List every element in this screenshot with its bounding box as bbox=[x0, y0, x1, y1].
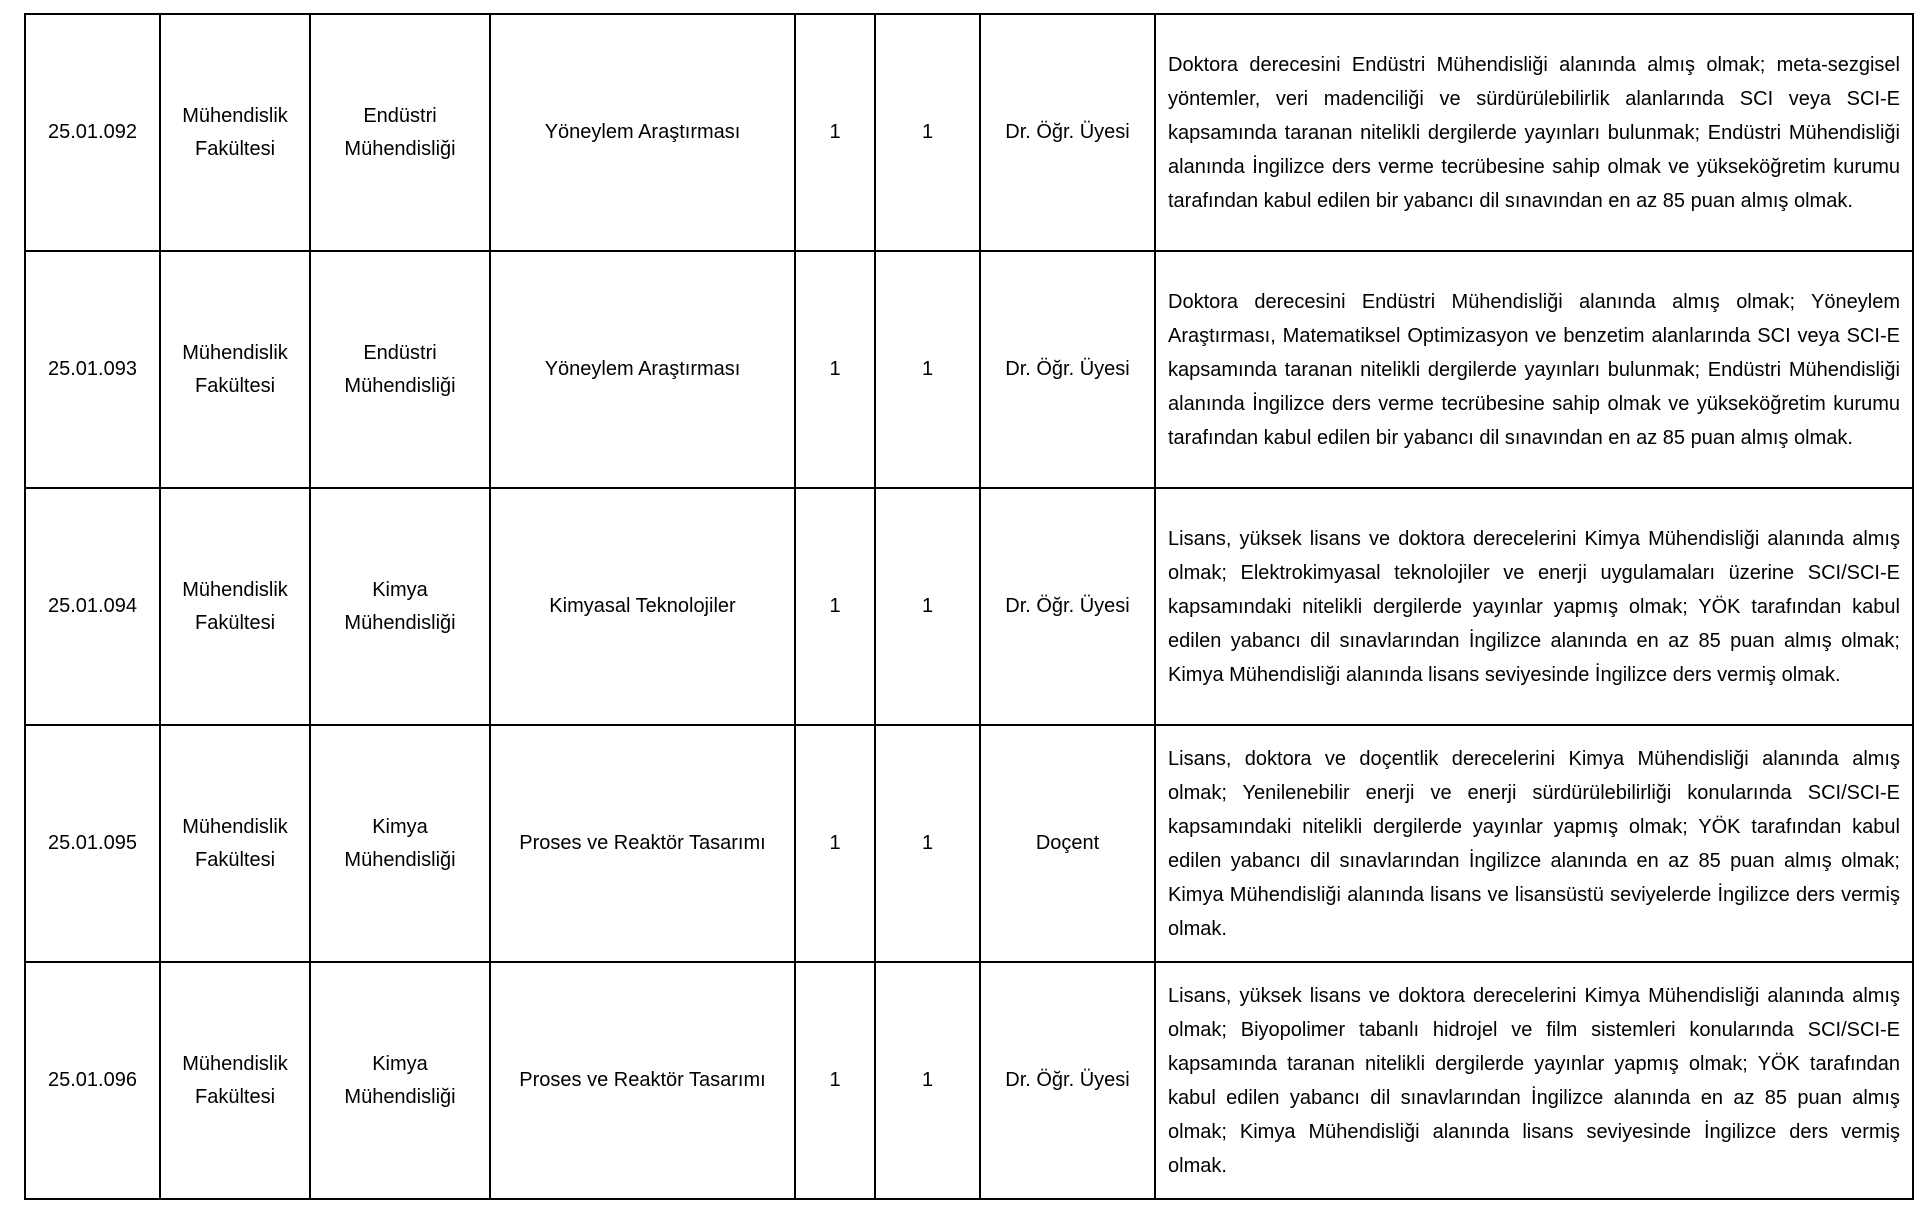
table-row bbox=[25, 962, 1913, 1199]
cell-academic-title bbox=[980, 251, 1155, 488]
cell-field bbox=[490, 488, 795, 725]
cell-count-b bbox=[875, 488, 980, 725]
position-code: 25.01.093 bbox=[48, 358, 137, 380]
count-a-value: 1 bbox=[829, 358, 841, 380]
table-row bbox=[25, 725, 1913, 962]
academic-title: Dr. Öğr. Üyesi bbox=[1005, 121, 1130, 143]
academic-title: Dr. Öğr. Üyesi bbox=[1005, 595, 1130, 617]
faculty-name: Mühendislik Fakültesi bbox=[182, 578, 288, 634]
cell-count-a bbox=[795, 962, 875, 1199]
cell-faculty bbox=[160, 488, 310, 725]
academic-title: Dr. Öğr. Üyesi bbox=[1005, 1069, 1130, 1091]
cell-department bbox=[310, 725, 490, 962]
cell-position-code bbox=[25, 251, 160, 488]
cell-count-a bbox=[795, 251, 875, 488]
cell-field bbox=[490, 725, 795, 962]
field-name: Proses ve Reaktör Tasarımı bbox=[519, 1069, 766, 1091]
table-row bbox=[25, 14, 1913, 251]
department-name: Endüstri Mühendisliği bbox=[344, 104, 456, 160]
position-code: 25.01.094 bbox=[48, 595, 137, 617]
field-name: Yöneylem Araştırması bbox=[544, 121, 741, 143]
cell-faculty bbox=[160, 725, 310, 962]
cell-requirements-description bbox=[1155, 962, 1913, 1199]
cell-count-a bbox=[795, 14, 875, 251]
faculty-name: Mühendislik Fakültesi bbox=[182, 815, 288, 871]
academic-title: Dr. Öğr. Üyesi bbox=[1005, 358, 1130, 380]
cell-count-b bbox=[875, 14, 980, 251]
count-b-value: 1 bbox=[921, 595, 934, 617]
cell-requirements-description bbox=[1155, 251, 1913, 488]
requirements-text: Lisans, doktora ve doçentlik derecelerini Kimya Mühendisliği alanında almış olmak; Yenilenebilir enerji ve enerji sürdürülebilirliği konularında SCI/SCI-E kapsamındaki nitelikli dergilerde yayınlar yapmış olmak; YÖK tarafından kabul edilen yabancı dil sınavlarından İngilizce alanında en az 85 puan almış olmak; Kimya Mühendisliği alanında lisans ve lisansüstü seviyelerde İngilizce ders vermiş olmak. bbox=[1168, 747, 1900, 940]
count-b-value: 1 bbox=[921, 358, 934, 380]
cell-count-b bbox=[875, 725, 980, 962]
table-row bbox=[25, 251, 1913, 488]
cell-academic-title bbox=[980, 488, 1155, 725]
cell-faculty bbox=[160, 962, 310, 1199]
cell-position-code bbox=[25, 488, 160, 725]
count-a-value: 1 bbox=[829, 1069, 841, 1091]
cell-requirements-description bbox=[1155, 14, 1913, 251]
cell-position-code bbox=[25, 725, 160, 962]
academic-positions-table bbox=[24, 13, 1914, 1200]
faculty-name: Mühendislik Fakültesi bbox=[182, 104, 288, 160]
cell-requirements-description bbox=[1155, 725, 1913, 962]
cell-academic-title bbox=[980, 725, 1155, 962]
faculty-name: Mühendislik Fakültesi bbox=[182, 341, 288, 397]
requirements-text: Doktora derecesini Endüstri Mühendisliği alanında almış olmak; Yöneylem Araştırması, Matematiksel Optimizasyon ve benzetim alanlarında SCI veya SCI-E kapsamında taranan nitelikli dergilerde yayınları bulunmak; Endüstri Mühendisliği alanında İngilizce ders verme tecrübesine sahip olmak ve yükseköğretim kurumu tarafından kabul edilen bir yabancı dil sınavından en az 85 puan almış olmak. bbox=[1168, 290, 1900, 449]
requirements-text: Doktora derecesini Endüstri Mühendisliği alanında almış olmak; meta-sezgisel yöntemler, veri madenciliği ve sürdürülebilirlik alanlarında SCI veya SCI-E kapsamında taranan nitelikli dergilerde yayınları bulunmak; Endüstri Mühendisliği alanında İngilizce ders verme tecrübesine sahip olmak ve yükseköğretim kurumu tarafından kabul edilen bir yabancı dil sınavından en az 85 puan almış olmak. bbox=[1168, 53, 1900, 212]
department-name: Endüstri Mühendisliği bbox=[344, 341, 456, 397]
requirements-text: Lisans, yüksek lisans ve doktora derecelerini Kimya Mühendisliği alanında almış olmak; Elektrokimyasal teknolojiler ve enerji uygulamaları üzerine SCI/SCI-E kapsamındaki nitelikli dergilerde yayınlar yapmış olmak; YÖK tarafından kabul edilen yabancı dil sınavlarından İngilizce alanında en az 85 puan almış olmak; Kimya Mühendisliği alanında lisans seviyesinde İngilizce ders vermiş olmak. bbox=[1168, 527, 1900, 686]
cell-count-b bbox=[875, 251, 980, 488]
department-name: Kimya Mühendisliği bbox=[344, 578, 456, 634]
count-a-value: 1 bbox=[829, 832, 841, 854]
cell-department bbox=[310, 488, 490, 725]
cell-requirements-description bbox=[1155, 488, 1913, 725]
cell-department bbox=[310, 251, 490, 488]
cell-count-a bbox=[795, 488, 875, 725]
count-b-value: 1 bbox=[921, 1069, 934, 1091]
cell-academic-title bbox=[980, 14, 1155, 251]
academic-title: Doçent bbox=[1035, 832, 1100, 854]
cell-field bbox=[490, 14, 795, 251]
cell-field bbox=[490, 251, 795, 488]
count-a-value: 1 bbox=[829, 595, 841, 617]
cell-faculty bbox=[160, 251, 310, 488]
requirements-text: Lisans, yüksek lisans ve doktora derecelerini Kimya Mühendisliği alanında almış olmak; Biyopolimer tabanlı hidrojel ve film sistemleri konularında SCI/SCI-E kapsamında taranan nitelikli dergilerde yayınlar yapmış olmak; YÖK tarafından kabul edilen yabancı dil sınavlarından İngilizce alanında en az 85 puan almış olmak; Kimya Mühendisliği alanında lisans seviyesinde İngilizce ders vermiş olmak. bbox=[1168, 984, 1900, 1177]
count-b-value: 1 bbox=[921, 121, 934, 143]
position-code: 25.01.096 bbox=[48, 1069, 137, 1091]
field-name: Proses ve Reaktör Tasarımı bbox=[519, 832, 766, 854]
position-code: 25.01.092 bbox=[48, 121, 137, 143]
cell-academic-title bbox=[980, 962, 1155, 1199]
cell-faculty bbox=[160, 14, 310, 251]
count-b-value: 1 bbox=[921, 832, 934, 854]
cell-department bbox=[310, 14, 490, 251]
field-name: Kimyasal Teknolojiler bbox=[549, 595, 736, 617]
department-name: Kimya Mühendisliği bbox=[344, 1052, 456, 1108]
cell-count-a bbox=[795, 725, 875, 962]
cell-count-b bbox=[875, 962, 980, 1199]
cell-position-code bbox=[25, 14, 160, 251]
field-name: Yöneylem Araştırması bbox=[544, 358, 741, 380]
count-a-value: 1 bbox=[829, 121, 841, 143]
faculty-name: Mühendislik Fakültesi bbox=[182, 1052, 288, 1108]
table-row bbox=[25, 488, 1913, 725]
cell-department bbox=[310, 962, 490, 1199]
position-code: 25.01.095 bbox=[48, 832, 137, 854]
department-name: Kimya Mühendisliği bbox=[344, 815, 456, 871]
cell-position-code bbox=[25, 962, 160, 1199]
cell-field bbox=[490, 962, 795, 1199]
